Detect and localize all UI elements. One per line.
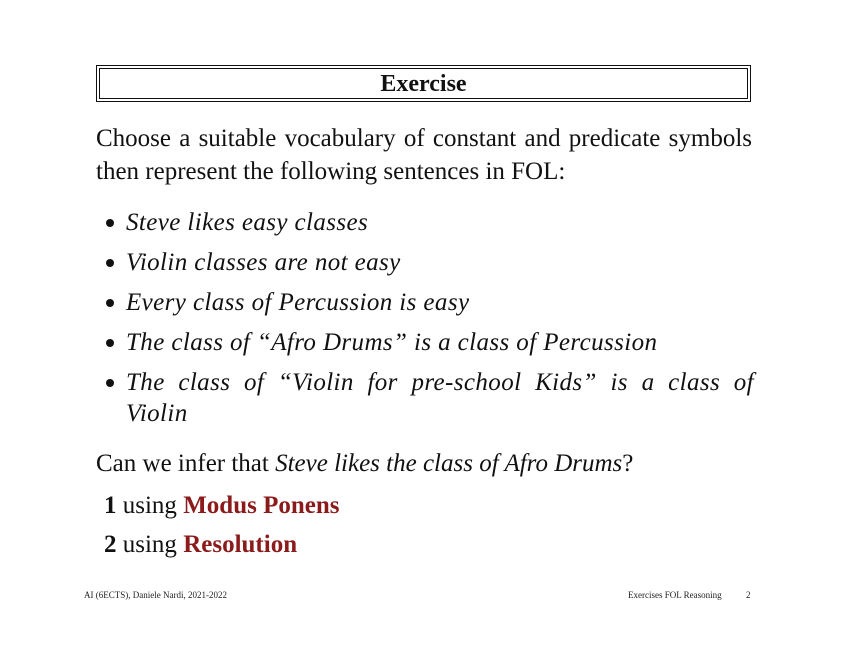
question-suffix: ? [622,450,634,477]
footer-page-number: 2 [746,590,751,600]
list-item-text: Every class of Percussion is easy [126,289,470,316]
question-prefix: Can we infer that [96,450,276,477]
method-name: Modus Ponens [183,492,340,519]
footer-course: AI (6ECTS), Daniele Nardi, 2021-2022 [84,590,227,600]
intro-text: Choose a suitable vocabulary of constant and predicate symbols then represent the following sentences in FOL: [96,125,752,185]
method-connector: using [116,492,184,519]
bullet-icon [106,219,114,227]
method-name: Resolution [183,531,298,558]
list-item [104,247,754,278]
method-connector: using [116,531,184,558]
list-item-text: The class of “Afro Drums” is a class of Percussion [126,329,658,356]
method-item [104,490,339,522]
list-item-text: The class of “Violin for pre-school Kids” is a class of Violin [126,369,754,427]
title-frame [99,68,748,99]
list-item [104,207,754,238]
bullet-icon [106,299,114,307]
list-item-text: Violin classes are not easy [126,249,401,276]
list-item [104,287,754,318]
title-box [96,65,751,102]
bullet-icon [106,339,114,347]
bullet-icon [106,259,114,267]
list-item [104,367,754,429]
method-number: 2 [104,531,117,558]
list-item [104,327,754,358]
footer-topic: Exercises FOL Reasoning [628,590,722,600]
slide-title: Exercise [380,70,467,97]
method-number: 1 [104,492,117,519]
sentence-list [104,207,754,438]
bullet-icon [106,379,114,387]
list-item-text: Steve likes easy classes [126,209,369,236]
method-item [104,529,297,561]
inference-question [96,448,633,480]
question-emphasis: Steve likes the class of Afro Drums [275,450,623,477]
